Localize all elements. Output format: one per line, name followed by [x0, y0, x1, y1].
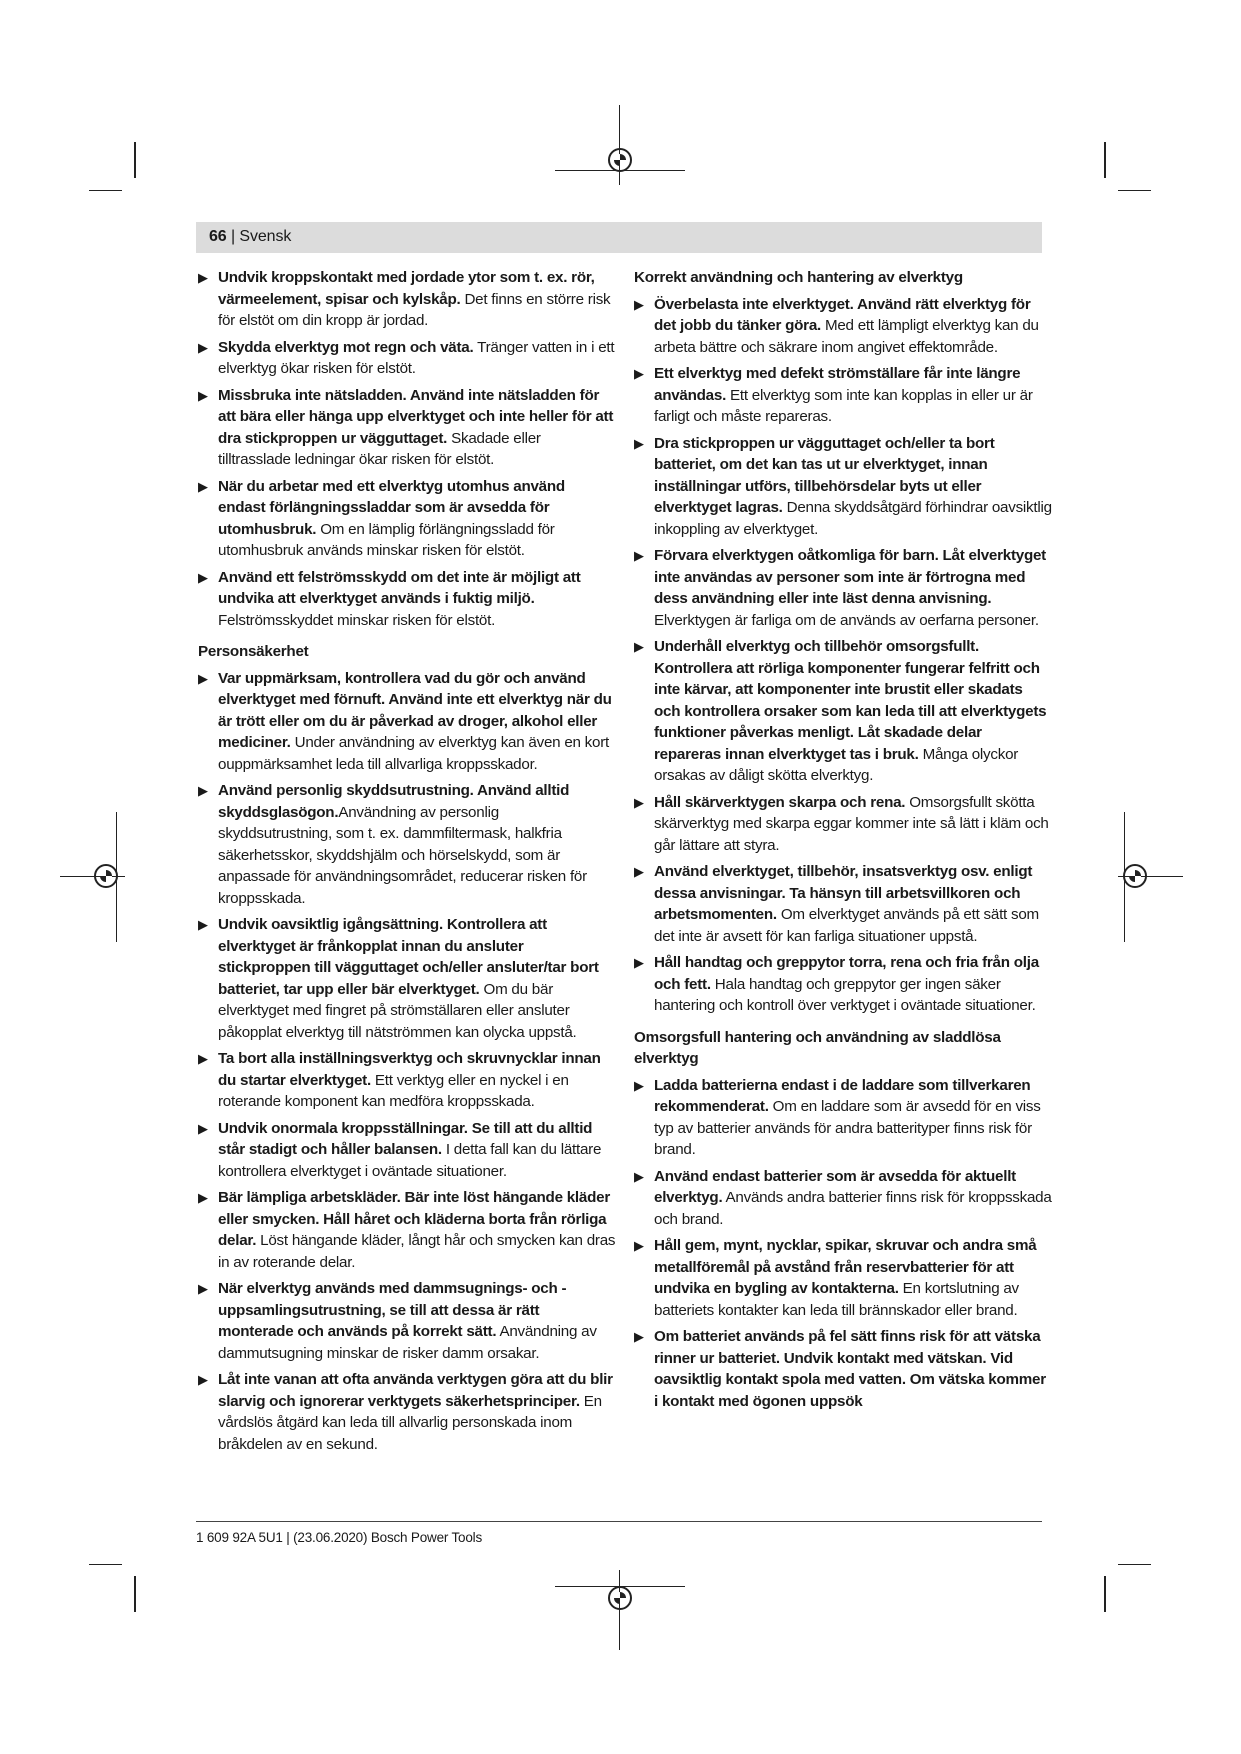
list-item [198, 267, 616, 332]
warning-text: En kortslutning av batteriets kontakter kan leda till brännskador eller brand. [654, 1280, 1019, 1319]
bullet-icon: ▶ [198, 387, 208, 403]
list-item [634, 1326, 1052, 1412]
warning-text: Används andra batterier finns risk för kroppsskada och brand. [654, 1189, 1052, 1228]
list-item [634, 433, 1052, 541]
bullet-icon: ▶ [634, 794, 644, 810]
warning-bold: Använd ett felströmsskydd om det inte är möjligt att undvika att elverktyget används i fuktig miljö. [218, 568, 581, 607]
section-heading: Personsäkerhet [198, 643, 309, 660]
warning-bold: Ta bort alla inställningsverktyg och skruvnycklar innan du startar elverktyget. [218, 1050, 601, 1089]
registration-mark-top-icon [608, 148, 632, 172]
list-item [634, 363, 1052, 428]
list-item [634, 294, 1052, 359]
warning-text: Under användning av elverktyg kan även en kort ouppmärksamhet leda till allvarliga kroppsskador. [218, 734, 609, 773]
warning-text: Felströmsskyddet minskar risken för elstöt. [218, 611, 496, 629]
header-separator: | [230, 228, 236, 245]
warning-bold: Undvik oavsiktlig igångsättning. Kontrollera att elverktyget är frånkopplat innan du ansluter stickproppen till vägguttaget och/eller ansluter/tar bort batteriet, tar upp eller bär elverktyget. [218, 916, 599, 998]
bullet-icon: ▶ [198, 1051, 208, 1066]
list-item [634, 1235, 1052, 1321]
list-item [634, 952, 1052, 1017]
right-column [634, 267, 1052, 1417]
list-item [198, 914, 616, 1043]
crop-mark-bottom-right-v [1104, 1576, 1106, 1612]
warning-bold: Bär lämpliga arbetskläder. Bär inte löst hängande kläder eller smycken. Håll håret och kläderna borta från rörliga delar. [218, 1189, 610, 1249]
crop-mark-top-left-v [134, 142, 136, 178]
bullet-icon: ▶ [198, 270, 208, 285]
section-heading: Korrekt användning och hantering av elverktyg [634, 269, 963, 286]
registration-mark-bottom-v [619, 1570, 620, 1650]
list-item [634, 545, 1052, 631]
bullet-icon: ▶ [634, 639, 644, 654]
warning-bold: Underhåll elverktyg och tillbehör omsorgsfullt. Kontrollera att rörliga komponenter fungerar felfritt och inte kärvar, att komponenter inte brustit eller skadats och kontrollera orsaker som kan leda till att elverktygets funktioner påverkas menligt. Låt skadade delar repareras innan elverktyget tas i bruk. [654, 638, 1047, 763]
warning-bold: Om batteriet används på fel sätt finns risk för att vätska rinner ur batteriet. Undvik kontakt med vätskan. Vid oavsiktlig kontakt spola med vatten. Om vätska kommer i kontakt med ögonen uppsök [654, 1328, 1046, 1410]
warning-bold: Använd endast batterier som är avsedda för aktuellt elverktyg. [654, 1167, 1016, 1206]
right-list-battery-tools [634, 1075, 1052, 1413]
warning-bold: Ladda batterierna endast i de laddare som tillverkaren rekommenderat. [654, 1076, 1031, 1115]
left-column [198, 267, 616, 1460]
bullet-icon: ▶ [634, 864, 644, 879]
list-item [198, 780, 616, 909]
warning-text: Ett verktyg eller en nyckel i en roterande komponent kan medföra kroppsskada. [218, 1071, 569, 1110]
bullet-icon: ▶ [198, 1372, 208, 1387]
warning-bold: Förvara elverktygen oåtkomliga för barn. Låt elverktyget inte användas av personer som inte är förtrogna med dess användning eller inte läst denna anvisning. [654, 547, 1046, 607]
warning-bold: Undvik onormala kroppsställningar. Se till att du alltid står stadigt och håller balansen. [218, 1119, 593, 1158]
warning-text: En vårdslös åtgärd kan leda till allvarlig personskada inom bråkdelen av en sekund. [218, 1392, 602, 1453]
warning-text: Omsorgsfullt skötta skärverktyg med skarpa eggar kommer inte så lätt i kläm och går lättare att styra. [654, 793, 1049, 854]
left-list-electrical [198, 267, 616, 631]
page-number: 66 [209, 228, 227, 245]
warning-bold: När du arbetar med ett elverktyg utomhus använd endast förlängningssladdar som är avsedda för utomhusbruk. [218, 477, 565, 538]
registration-mark-top-v [619, 105, 620, 185]
warning-text: Elverktygen är farliga om de används av oerfarna personer. [654, 611, 1039, 629]
list-item [198, 668, 616, 776]
list-item [198, 1187, 616, 1273]
list-item [198, 1118, 616, 1183]
warning-text: Hala handtag och greppytor ger ingen säker hantering och kontroll över verktyget i oväntade situationer. [654, 975, 1036, 1014]
warning-text: Om en lämplig förlängningssladd för utomhusbruk används minskar risken för elstöt. [218, 520, 555, 559]
bullet-icon: ▶ [634, 1329, 644, 1344]
list-item [198, 1278, 616, 1364]
registration-mark-bottom-icon [608, 1586, 632, 1610]
header-language: Svensk [239, 228, 292, 245]
warning-text: Tränger vatten in i ett elverktyg ökar risken för elstöt. [218, 338, 615, 377]
list-item [198, 567, 616, 632]
page-header [196, 222, 1042, 253]
list-item [634, 1166, 1052, 1231]
warning-text: Skadade eller tilltrasslade ledningar ökar risken för elstöt. [218, 429, 541, 468]
left-list-personal-safety [198, 668, 616, 1456]
bullet-icon: ▶ [634, 435, 644, 451]
list-item [634, 792, 1052, 857]
bullet-icon: ▶ [634, 1168, 644, 1184]
bullet-icon: ▶ [634, 1238, 644, 1253]
list-item [198, 1048, 616, 1113]
warning-text: Användning av personlig skyddsutrustning, som t. ex. dammfiltermask, halkfria säkerhetsskor, skyddshjälm och hörselskydd, som är anpassade för användningsområdet, reducerar risken för kroppsskada. [218, 803, 587, 907]
warning-text: Om du bär elverktyget med fingret på strömställaren eller ansluter påkopplat elverktyg till nätströmmen kan olycka uppstå. [218, 980, 577, 1041]
warning-text: Denna skyddsåtgärd förhindrar oavsiktlig inkoppling av elverktyget. [654, 499, 1052, 538]
warning-bold: Håll skärverktygen skarpa och rena. [654, 793, 906, 811]
footer-rule [196, 1521, 1042, 1522]
warning-text: Det finns en större risk för elstöt om din kropp är jordad. [218, 290, 611, 329]
bullet-icon: ▶ [198, 1281, 208, 1296]
bullet-icon: ▶ [634, 548, 644, 563]
list-item [198, 1369, 616, 1455]
crop-mark-bottom-left-v [134, 1576, 136, 1612]
bullet-icon: ▶ [198, 670, 208, 686]
list-item [198, 337, 616, 380]
list-item [634, 1075, 1052, 1161]
bullet-icon: ▶ [198, 478, 208, 494]
registration-mark-right-icon [1123, 864, 1147, 888]
bullet-icon: ▶ [198, 339, 208, 355]
warning-text: Många olyckor orsakas av dåligt skötta elverktyg. [654, 745, 1019, 784]
warning-bold: Skydda elverktyg mot regn och väta. [218, 338, 474, 356]
warning-text: Om en laddare som är avsedd för en viss typ av batterier används för andra batterityper finns risk för brand. [654, 1098, 1041, 1158]
bullet-icon: ▶ [634, 955, 644, 970]
warning-bold: Håll gem, mynt, nycklar, spikar, skruvar och andra små metallföremål på avstånd från reservbatterier för att undvika en bygling av kontakterna. [654, 1237, 1037, 1297]
bullet-icon: ▶ [198, 1190, 208, 1205]
list-item [634, 861, 1052, 947]
bullet-icon: ▶ [634, 1077, 644, 1093]
section-heading: Omsorgsfull hantering och användning av sladdlösa elverktyg [634, 1028, 1001, 1067]
warning-bold: Dra stickproppen ur vägguttaget och/eller ta bort batteriet, om det kan tas ut ur elverktyget, innan inställningar utförs, tillbehörsdelar byts ut eller elverktyget lagras. [654, 434, 995, 516]
warning-bold: Missbruka inte nätsladden. Använd inte nätsladden för att bära eller hänga upp elverktyget och inte heller för att dra stickproppen ur vägguttaget. [218, 386, 614, 447]
list-item [198, 476, 616, 562]
warning-text: Användning av dammutsugning minskar de risker damm orsakar. [218, 1323, 597, 1362]
registration-mark-left-icon [94, 864, 118, 888]
warning-bold: Håll handtag och greppytor torra, rena och fria från olja och fett. [654, 954, 1039, 993]
crop-mark-top-right-h [1118, 190, 1151, 191]
crop-mark-bottom-left-h [89, 1564, 122, 1565]
warning-bold: När elverktyg används med dammsugnings- och -uppsamlingsutrustning, se till att dessa är rätt monterade och används på korrekt sätt. [218, 1280, 567, 1340]
warning-text: I detta fall kan du lättare kontrollera elverktyget i oväntade situationer. [218, 1141, 602, 1180]
warning-bold: Använd elverktyget, tillbehör, insatsverktyg osv. enligt dessa anvisningar. Ta hänsyn till arbetsvillkoren och arbetsmomenten. [654, 863, 1033, 923]
warning-text: Med ett lämpligt elverktyg kan du arbeta bättre och säkrare inom angivet effektområde. [654, 317, 1039, 356]
bullet-icon: ▶ [198, 1120, 208, 1136]
crop-mark-top-left-h [89, 190, 122, 191]
warning-text: Om elverktyget används på ett sätt som det inte är avsett för kan farliga situationer uppstå. [654, 906, 1039, 945]
bullet-icon: ▶ [634, 296, 644, 312]
warning-bold: Ett elverktyg med defekt strömställare får inte längre användas. [654, 365, 1021, 404]
bullet-icon: ▶ [198, 783, 208, 798]
crop-mark-top-right-v [1104, 142, 1106, 178]
list-item [634, 636, 1052, 787]
warning-bold: Använd personlig skyddsutrustning. Använd alltid skyddsglasögon. [218, 782, 570, 821]
bullet-icon: ▶ [634, 366, 644, 381]
bullet-icon: ▶ [198, 569, 208, 585]
warning-bold: Överbelasta inte elverktyget. Använd rätt elverktyg för det jobb du tänker göra. [654, 295, 1031, 334]
list-item [198, 385, 616, 471]
warning-text: Löst hängande kläder, långt hår och smycken kan dras in av roterande delar. [218, 1232, 616, 1271]
warning-bold: Låt inte vanan att ofta använda verktygen göra att du blir slarvig och ignorerar verktygets säkerhetsprinciper. [218, 1371, 613, 1410]
footer-text: 1 609 92A 5U1 | (23.06.2020) Bosch Power Tools [196, 1530, 483, 1545]
crop-mark-bottom-right-h [1118, 1564, 1151, 1565]
right-list-tool-use [634, 294, 1052, 1017]
bullet-icon: ▶ [198, 917, 208, 932]
warning-bold: Undvik kroppskontakt med jordade ytor som t. ex. rör, värmeelement, spisar och kylskåp. [218, 269, 595, 308]
warning-text: Ett elverktyg som inte kan kopplas in eller ur är farligt och måste repareras. [654, 386, 1033, 425]
warning-bold: Var uppmärksam, kontrollera vad du gör och använd elverktyget med förnuft. Använd inte ett elverktyg när du är trött eller om du är påverkad av droger, alkohol eller mediciner. [218, 669, 612, 751]
